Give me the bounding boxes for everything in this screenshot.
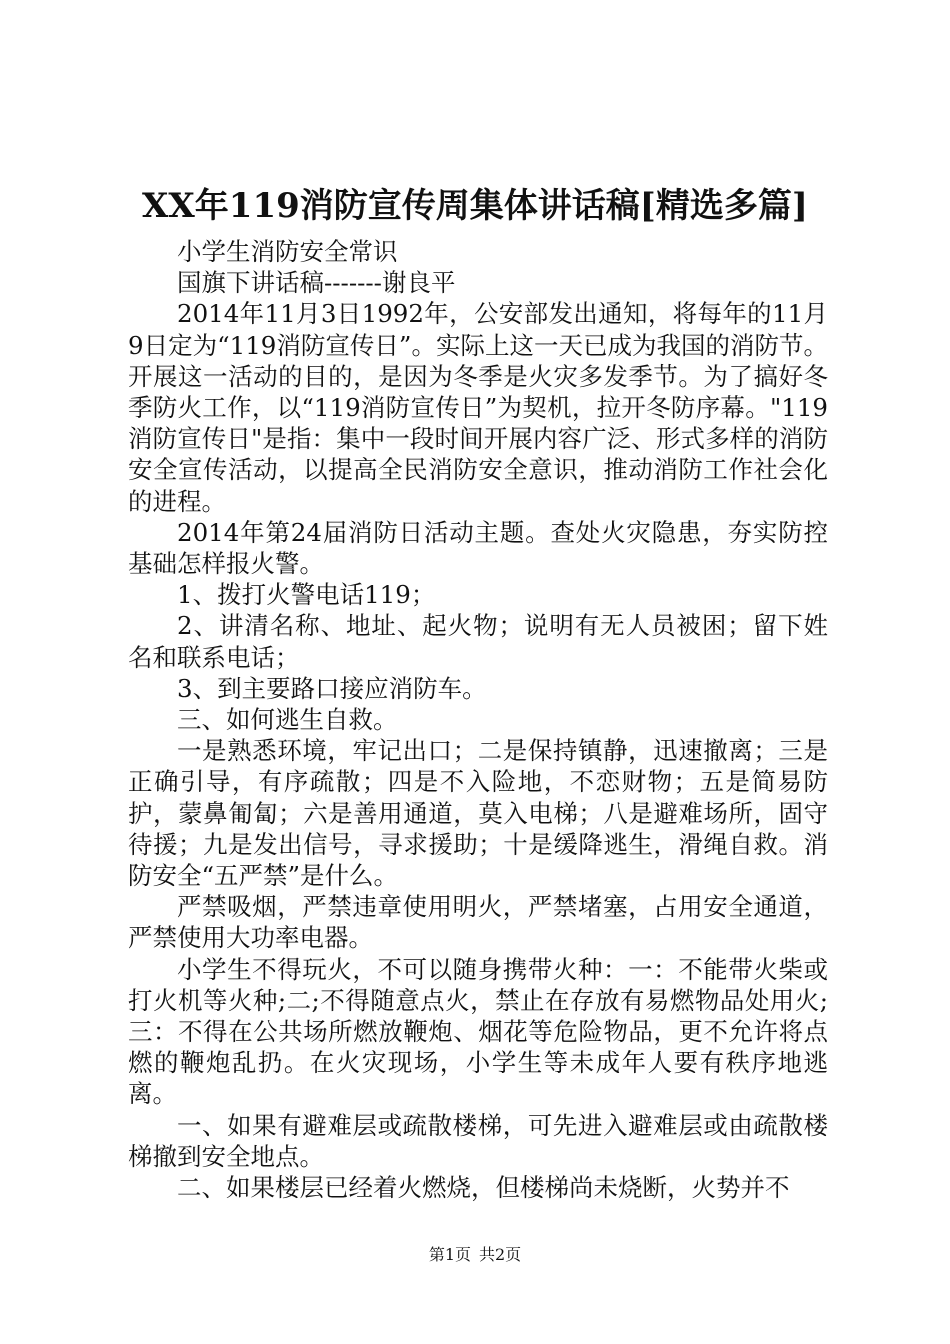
paragraph: 2014年11月3日1992年，公安部发出通知，将每年的11月9日定为“119消防宣传日”。实际上这一天已成为我国的消防节。开展这一活动的目的，是因为冬季是火灾多发季节。为了搞好冬季防火工作，以“119消防宣传日”为契机，拉开冬防序幕。"119消防宣传日"是指：集中一段时间开展内容广泛、形式多样的消防安全宣传活动，以提高全民消防安全意识，推动消防工作社会化的进程。 [128,299,828,516]
paragraph: 三、如何逃生自救。 [177,705,398,735]
paragraph: 国旗下讲话稿-------谢良平 [177,268,456,298]
paragraph: 严禁吸烟，严禁违章使用明火，严禁堵塞，占用安全通道，严禁使用大功率电器。 [128,892,828,953]
paragraph: 小学生不得玩火，不可以随身携带火种：一：不能带火柴或打火机等火种;二;不得随意点火，禁止在存放有易燃物品处用火;三：不得在公共场所燃放鞭炮、烟花等危险物品，更不允许将点燃的鞭炮乱扔。在火灾现场，小学生等未成年人要有秩序地逃离。 [128,954,828,1109]
paragraph: 2014年第24届消防日活动主题。查处火灾隐患，夯实防控基础怎样报火警。 [128,517,828,579]
paragraph: 小学生消防安全常识 [177,237,398,266]
paragraph: 1、拨打火警电话119； [177,580,436,610]
page-footer [0,1244,950,1266]
paragraph: 一是熟悉环境，牢记出口；二是保持镇静，迅速撤离；三是正确引导，有序疏散；四是不入险地，不恋财物；五是简易防护，蒙鼻匍匐；六是善用通道，莫入电梯；八是避难场所，固守待援；九是发出信号，寻求援助；十是缓降逃生，滑绳自救。消防安全“五严禁”是什么。 [128,736,828,891]
page-number-current: 第1页 [428,1245,471,1264]
document-body [128,236,828,1203]
paragraph: 2、讲清名称、地址、起火物；说明有无人员被困；留下姓名和联系电话； [128,611,828,672]
paragraph: 3、到主要路口接应消防车。 [177,673,487,703]
page-number-total: 共2页 [479,1245,522,1264]
paragraph: 一、如果有避难层或疏散楼梯，可先进入避难层或由疏散楼梯撤到安全地点。 [128,1110,828,1171]
paragraph: 二、如果楼层已经着火燃烧，但楼梯尚未烧断，火势并不 [177,1173,790,1203]
document-title: XX年119消防宣传周集体讲话稿[精选多篇] [142,186,808,226]
